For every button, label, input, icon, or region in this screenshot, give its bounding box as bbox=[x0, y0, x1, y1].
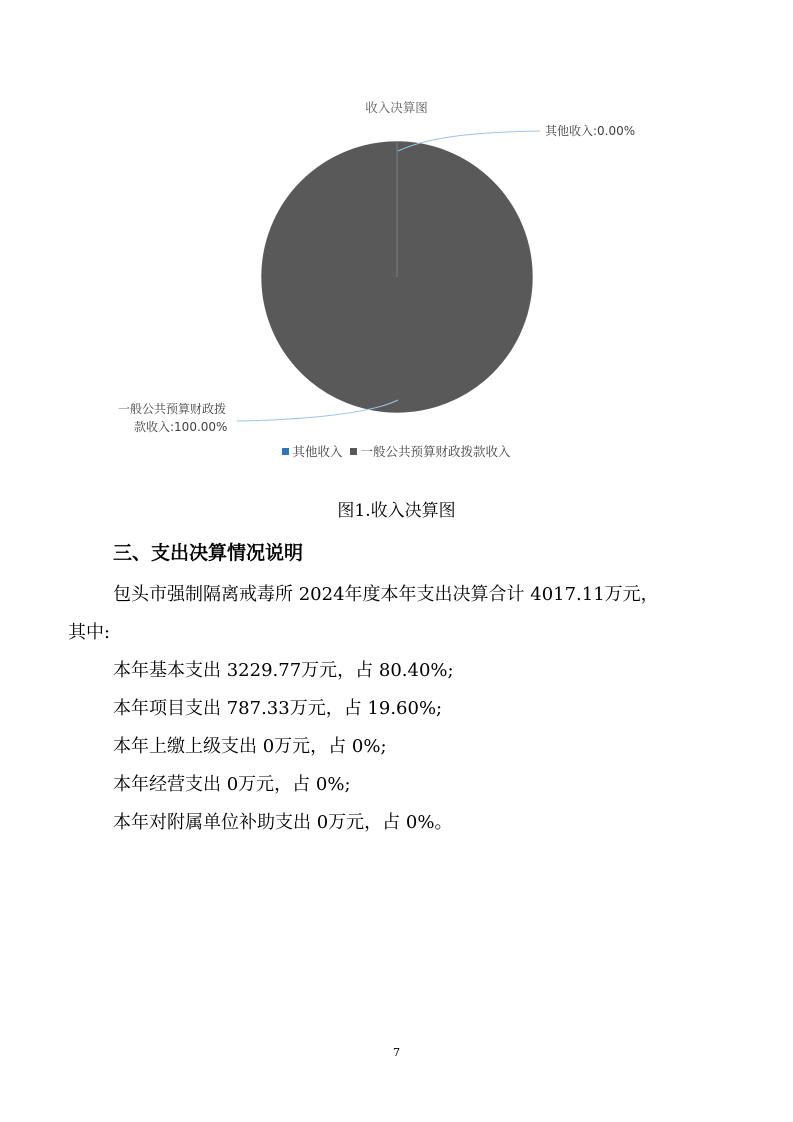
intro-paragraph-line2: 其中: bbox=[68, 622, 111, 643]
figure-caption: 图1.收入决算图 bbox=[337, 501, 456, 521]
income-pie-chart bbox=[0, 0, 793, 470]
chart-title: 收入决算图 bbox=[365, 100, 428, 115]
chart-legend bbox=[0, 442, 793, 460]
section-heading: 三、支出决算情况说明 bbox=[113, 542, 304, 564]
expense-item: 本年上缴上级支出 0万元，占 0%; bbox=[113, 736, 387, 757]
legend-item-other-income: 其他收入 bbox=[282, 444, 342, 459]
page-number: 7 bbox=[393, 1046, 400, 1059]
expense-item: 本年项目支出 787.33万元，占 19.60%; bbox=[113, 698, 443, 719]
intro-paragraph-line1: 包头市强制隔离戒毒所 2024年度本年支出决算合计 4017.11万元， bbox=[113, 584, 659, 605]
expense-item: 本年经营支出 0万元，占 0%; bbox=[113, 774, 351, 795]
legend-item-general-budget: 一般公共预算财政拨款收入 bbox=[350, 444, 510, 459]
legend-swatch bbox=[350, 448, 357, 455]
expense-item: 本年对附属单位补助支出 0万元，占 0%。 bbox=[113, 812, 453, 833]
expense-item: 本年基本支出 3229.77万元，占 80.40%; bbox=[113, 660, 454, 681]
legend-swatch bbox=[282, 448, 289, 455]
data-label-general-budget-line1: 一般公共预算财政拨 bbox=[118, 402, 227, 416]
data-label-general-budget-line2: 款收入:100.00% bbox=[134, 420, 228, 434]
data-label-other-income: 其他收入:0.00% bbox=[545, 124, 636, 138]
